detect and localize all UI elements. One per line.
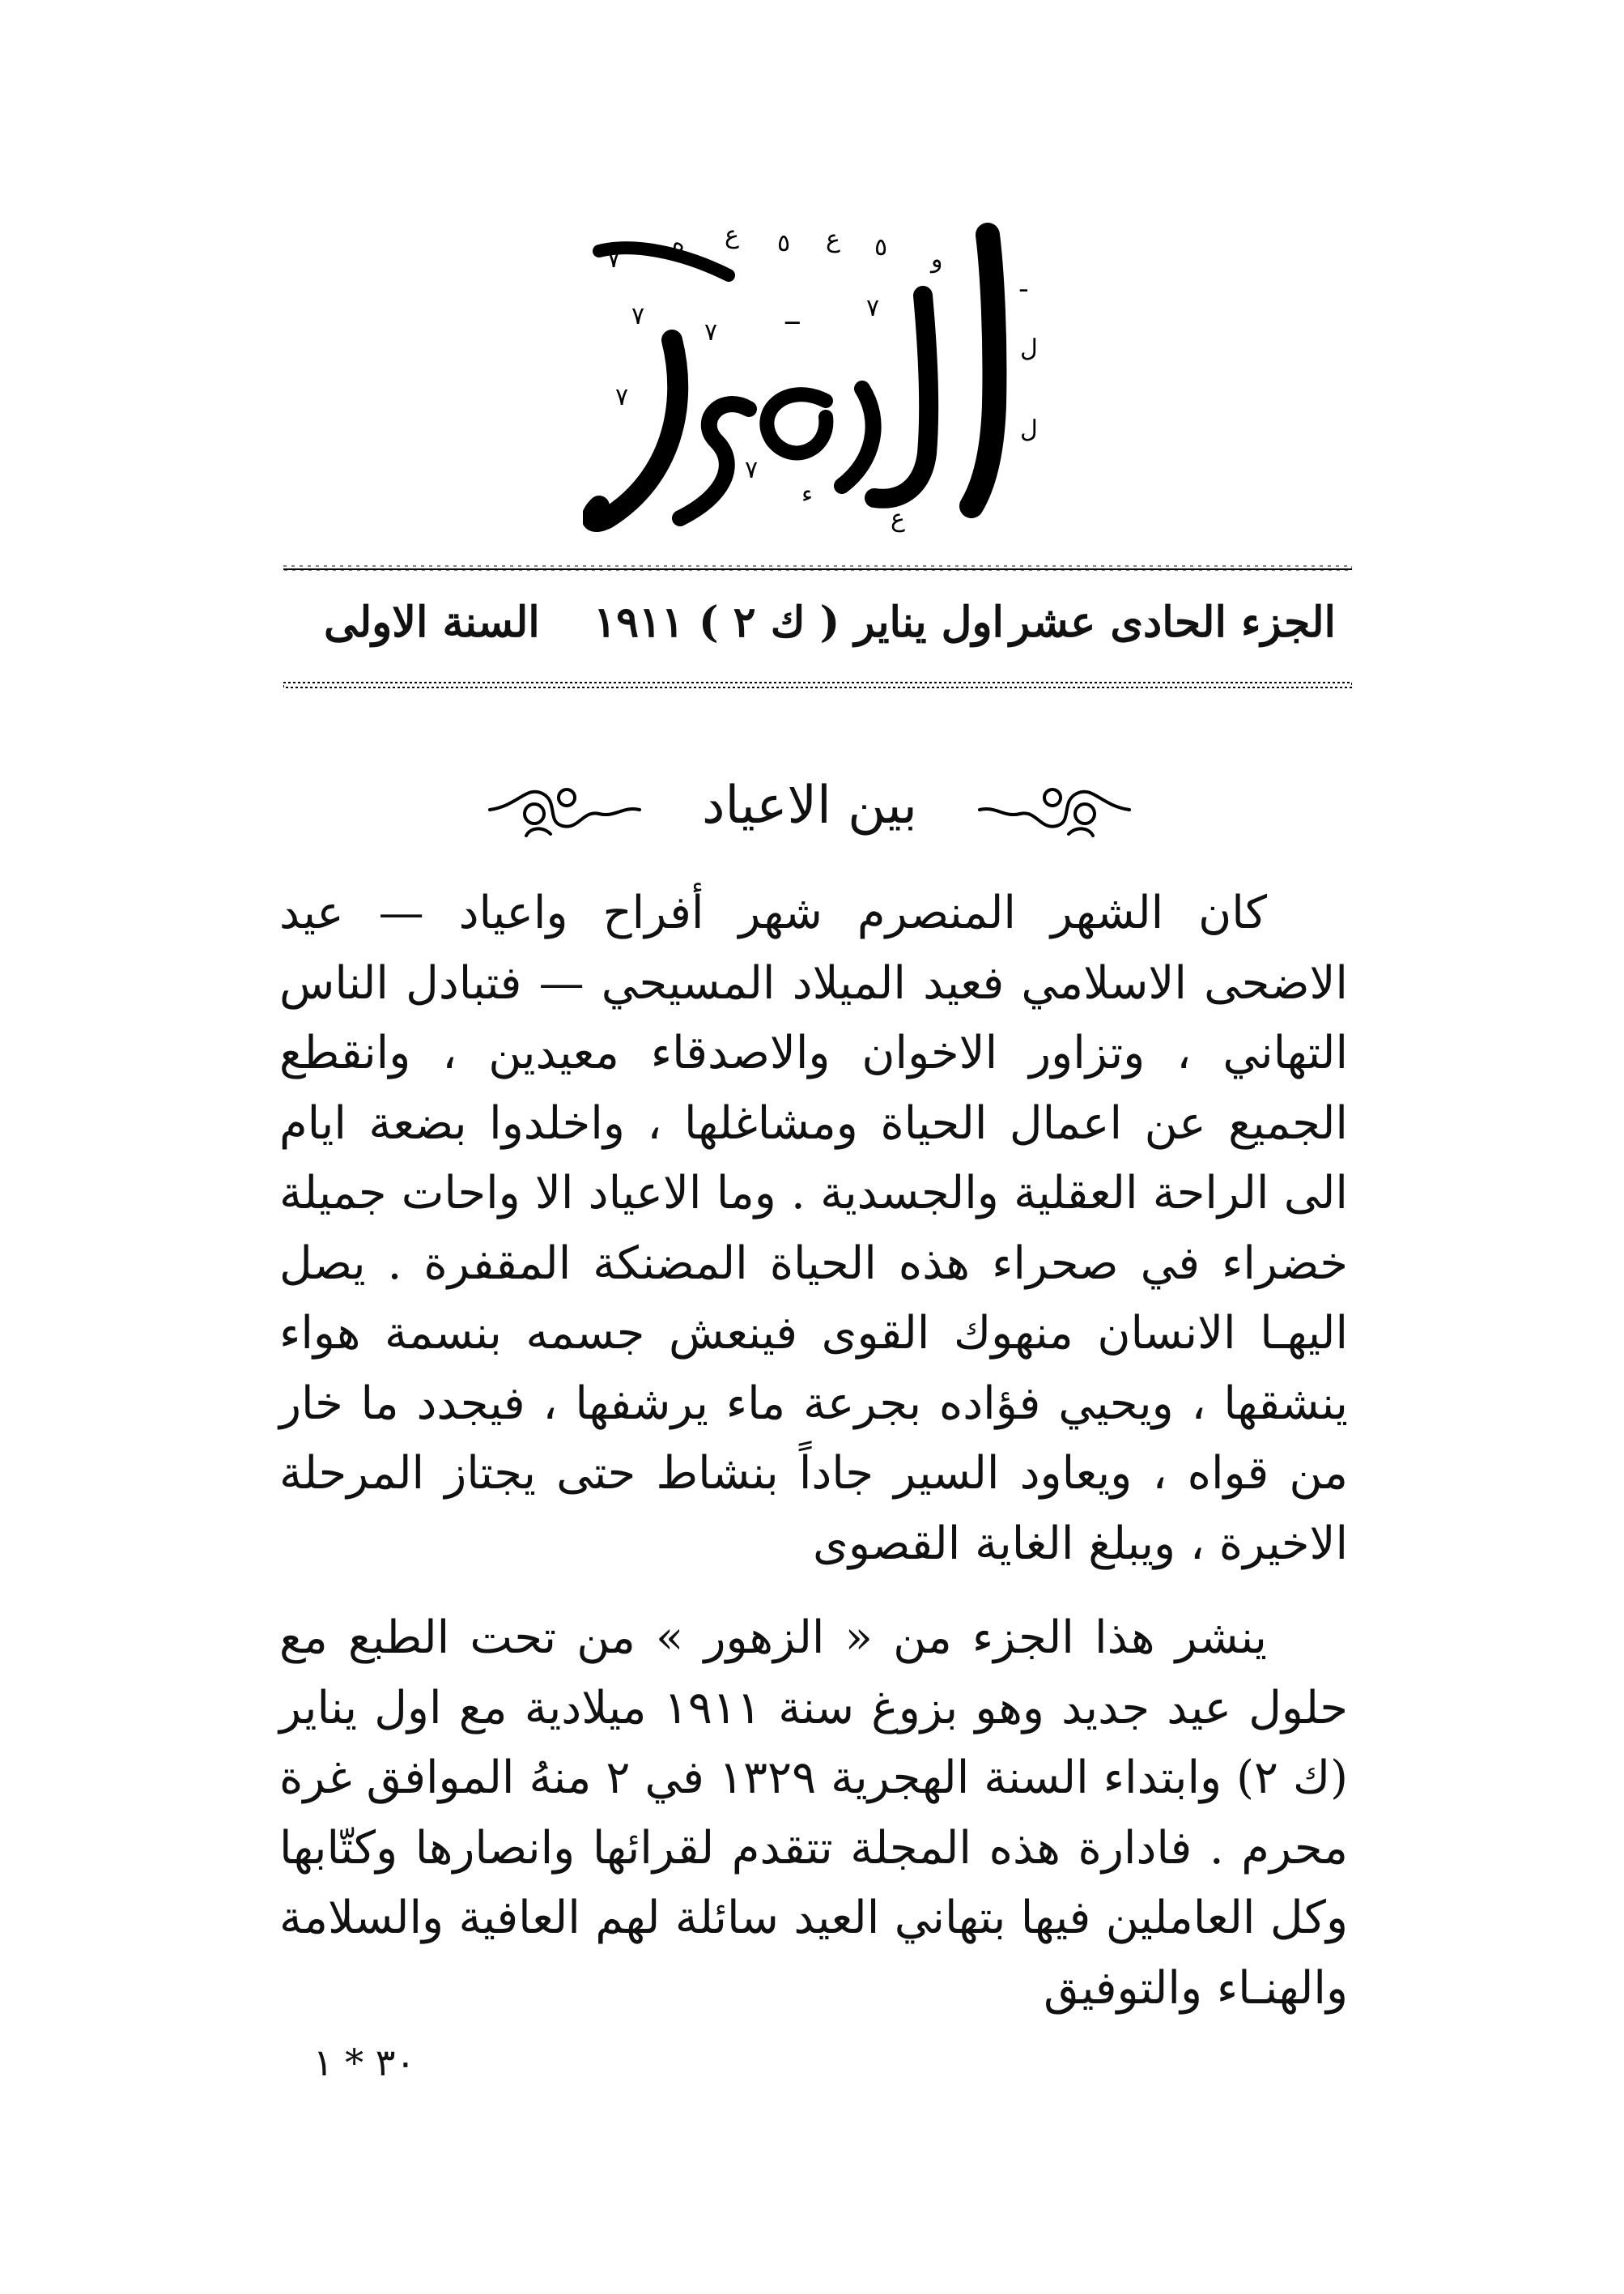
svg-text:٧: ٧ xyxy=(745,456,759,484)
svg-text:٥: ٥ xyxy=(777,229,791,257)
bottom-decorative-rule xyxy=(283,682,1352,688)
svg-text:و: و xyxy=(931,245,943,274)
calligraphy-logo-icon xyxy=(583,219,1052,534)
svg-text:ء: ء xyxy=(801,480,814,509)
issue-date-label: اول يناير ( ك ٢ ) ١٩١١ xyxy=(593,598,1004,647)
svg-text:ــ: ــ xyxy=(785,302,800,330)
svg-text:ع: ع xyxy=(826,225,840,253)
issue-part-label: الجزء الحادى عشر xyxy=(1010,598,1336,647)
page-number: ٣٠ * ١ xyxy=(312,2041,416,2084)
svg-text:٥: ٥ xyxy=(874,233,888,262)
issue-year-label: السنة الاولى xyxy=(324,598,540,647)
svg-text:ه: ه xyxy=(672,229,685,257)
svg-text:٧: ٧ xyxy=(866,294,880,322)
svg-text:٧: ٧ xyxy=(607,245,621,274)
svg-text:ع: ع xyxy=(725,221,739,249)
svg-text:ل: ل xyxy=(1020,334,1038,363)
section-title-text: بين الاعياد xyxy=(702,776,917,836)
top-decorative-rule xyxy=(283,565,1352,573)
svg-text:٧: ٧ xyxy=(631,302,645,330)
svg-text:٧: ٧ xyxy=(704,318,718,347)
issue-info-bar xyxy=(308,598,1336,662)
article-paragraph-1: كان الشهر المنصرم شهر أفراح واعياد — عيد الاضحى الاسلامي فعيد الميلاد المسيحي — فتبادل الناس التهاني ، وتزاور الاخوان والاصدقاء معيدين ، وانقطع الجميع عن اعمال الحياة ومشاغلها ، واخلدوا بضعة ايام الى الراحة العقلية والجسدية . وما الاعياد الا واحات جميلة خضراء في صحراء هذه الحياة المضنكة المقفرة . يصل اليهـا الانسان منهوك القوى فينعش جسمه بنسمة هواء ينشقها ، ويحيي فؤاده بجرعة ماء يرشفها ، فيجدد ما خار من قواه ، ويعاود السير جاداً بنشاط حتى يجتاز المرحلة الاخيرة ، ويبلغ الغاية القصوى xyxy=(279,887,1348,1570)
svg-text:ل: ل xyxy=(1020,415,1038,444)
article-body xyxy=(279,879,1348,2024)
section-heading xyxy=(486,753,1133,858)
svg-text:٧: ٧ xyxy=(615,383,629,411)
svg-text:ع: ع xyxy=(891,504,905,533)
article-paragraph-2: ينشر هذا الجزء من « الزهور » من تحت الطبع مع حلول عيد جديد وهو بزوغ سنة ١٩١١ ميلادية مع اول يناير (ك ٢) وابتداء السنة الهجرية ١٣٢٩ في ٢ منهُ الموافق غرة محرم . فادارة هذه المجلة تتقدم لقرائها وانصارها وكتّابها وكل العاملين فيها بتهاني العيد سائلة لهم العافية والسلامة والهنـاء والتوفيق xyxy=(279,1611,1348,2015)
svg-text:ـ: ـ xyxy=(1020,270,1027,298)
masthead-logo xyxy=(583,219,1052,534)
